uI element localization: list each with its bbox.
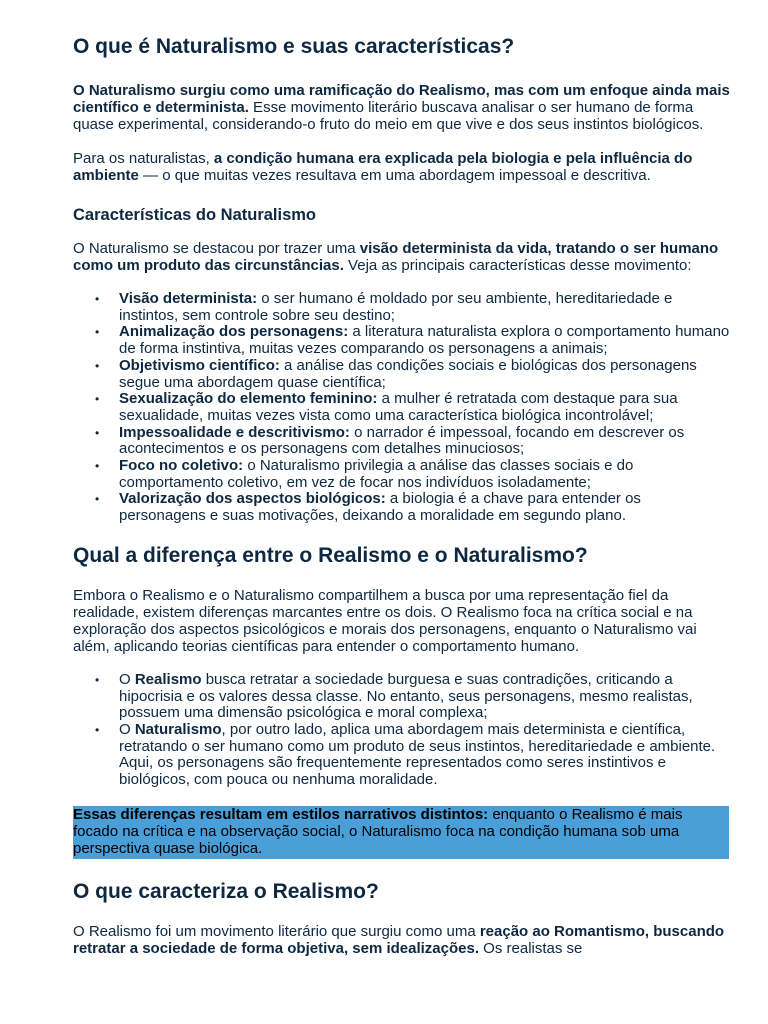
bullet-icon: • bbox=[95, 425, 100, 440]
list-item-text: a literatura naturalista explora o comportamento humano de forma instintiva, muitas vezes comparando os personagens a animais; bbox=[119, 323, 730, 358]
paragraph-realismo bbox=[73, 923, 730, 957]
bold-text: a condição humana era explicada pela biologia e pela influência do ambiente bbox=[73, 150, 693, 184]
body-text: Para os naturalistas, bbox=[73, 150, 214, 167]
list-item-text: o Naturalismo privilegia a análise das classes sociais e do comportamento coletivo, em vez de focar nos indivíduos isoladamente; bbox=[119, 457, 634, 491]
list-item-term: Visão determinista: bbox=[119, 290, 258, 307]
list-item-text: busca retratar a sociedade burguesa e suas contradições, criticando a hipocrisia e os valores dessa classe. No entanto, seus personagens, mesmo realistas, possuem uma dimensão psicológica e moral complexa; bbox=[119, 670, 693, 722]
bullet-icon: • bbox=[95, 492, 100, 507]
body-text: O Naturalismo se destacou por trazer uma bbox=[73, 240, 360, 257]
list-item-term: Sexualização do elemento feminino: bbox=[119, 390, 378, 408]
list-item-term: Valorização dos aspectos biológicos: bbox=[119, 490, 386, 508]
body-text: Veja as principais características desse movimento: bbox=[343, 257, 692, 274]
paragraph-diferenca: Embora o Realismo e o Naturalismo compartilhem a busca por uma representação fiel da realidade, existem diferenças marcantes entre os dois. O Realismo foca na crítica social e na exploração dos aspectos psicológicos e morais dos personagens, enquanto o Naturalismo vai além, aplicando teorias científicas para entender o comportamento humano. bbox=[73, 586, 697, 655]
list-item bbox=[95, 720, 730, 789]
paragraph-naturalismo-intro bbox=[73, 82, 730, 133]
bullet-icon: • bbox=[95, 722, 100, 737]
paragraph-naturalistas bbox=[73, 150, 730, 184]
body-text: O Realismo foi um movimento literário que surgiu como uma bbox=[73, 922, 480, 940]
list-item-term: Objetivismo científico: bbox=[119, 356, 280, 374]
bullet-icon: • bbox=[95, 392, 100, 407]
bullet-icon: • bbox=[95, 358, 100, 373]
heading-caracteristicas: Características do Naturalismo bbox=[73, 206, 317, 224]
highlighted-paragraph bbox=[73, 806, 729, 859]
list-item bbox=[95, 323, 730, 358]
list-item-term: Impessoalidade e descritivismo: bbox=[119, 423, 350, 441]
heading-diferenca: Qual a diferença entre o Realismo e o Naturalismo? bbox=[73, 543, 588, 567]
bullet-icon: • bbox=[95, 672, 100, 687]
body-text: enquanto o Realismo é mais focado na crítica e na observação social, o Naturalismo foca na condição humana sob uma perspectiva quase biológica. bbox=[73, 805, 683, 857]
list-item-prefix: O bbox=[119, 720, 135, 738]
bold-text: reação ao Romantismo, buscando retratar a sociedade de forma objetiva, sem idealizações. bbox=[73, 922, 725, 957]
bold-text: visão determinista da vida, tratando o ser humano como um produto das circunstâncias. bbox=[73, 240, 719, 274]
list-item bbox=[95, 670, 730, 722]
list-item-term: Realismo bbox=[134, 670, 202, 688]
bullet-icon: • bbox=[95, 325, 100, 340]
list-item-term: Naturalismo bbox=[134, 720, 222, 738]
list-item-prefix: O bbox=[119, 670, 135, 688]
bullet-icon: • bbox=[95, 292, 100, 306]
list-item-text: a análise das condições sociais e biológicas dos personagens segue uma abordagem quase científica; bbox=[119, 356, 697, 391]
body-text: — o que muitas vezes resultava em uma abordagem impessoal e descritiva. bbox=[138, 167, 651, 184]
paragraph-caracteristicas-intro bbox=[73, 240, 730, 274]
list-item-text: a mulher é retratada com destaque para sua sexualidade, muitas vezes vista como uma característica biológica incontrolável; bbox=[119, 390, 678, 424]
bold-text: O Naturalismo surgiu como uma ramificação do Realismo, mas com um enfoque ainda mais científico e determinista. bbox=[73, 82, 730, 116]
heading-realismo: O que caracteriza o Realismo? bbox=[73, 879, 379, 903]
list-item-text: , por outro lado, aplica uma abordagem mais determinista e científica, retratando o ser humano como um produto de seus instintos, hereditariedade e ambiente. Aqui, os personagens são frequentemente representados como seres instintivos e biológicos, com pouca ou nenhuma moralidade. bbox=[119, 720, 716, 789]
list-item bbox=[95, 290, 730, 324]
body-text: Os realistas se bbox=[479, 939, 583, 957]
list-item-text: o ser humano é moldado por seu ambiente, hereditariedade e instintos, sem controle sobre seu destino; bbox=[119, 290, 673, 324]
list-item bbox=[95, 356, 730, 391]
body-text: Esse movimento literário buscava analisar o ser humano de forma quase experimental, considerando-o fruto do meio em que vive e dos seus instintos biológicos. bbox=[73, 99, 704, 133]
list-item-text: a biologia é a chave para entender os personagens e suas motivações, deixando a moralidade em segundo plano. bbox=[119, 490, 641, 525]
list-item-term: Foco no coletivo: bbox=[119, 457, 244, 475]
bullet-icon: • bbox=[95, 459, 100, 474]
list-item bbox=[95, 457, 730, 491]
list-item bbox=[95, 423, 730, 458]
list-item bbox=[95, 490, 730, 525]
heading-naturalismo: O que é Naturalismo e suas características? bbox=[73, 35, 515, 58]
comparison-list bbox=[73, 672, 730, 789]
list-item-term: Animalização dos personagens: bbox=[119, 323, 349, 341]
list-item-text: o narrador é impessoal, focando em descrever os acontecimentos e os personagens com detalhes minuciosos; bbox=[119, 423, 685, 458]
characteristics-list bbox=[73, 291, 730, 525]
bold-text: Essas diferenças resultam em estilos narrativos distintos: bbox=[73, 805, 489, 823]
list-item bbox=[95, 390, 730, 424]
